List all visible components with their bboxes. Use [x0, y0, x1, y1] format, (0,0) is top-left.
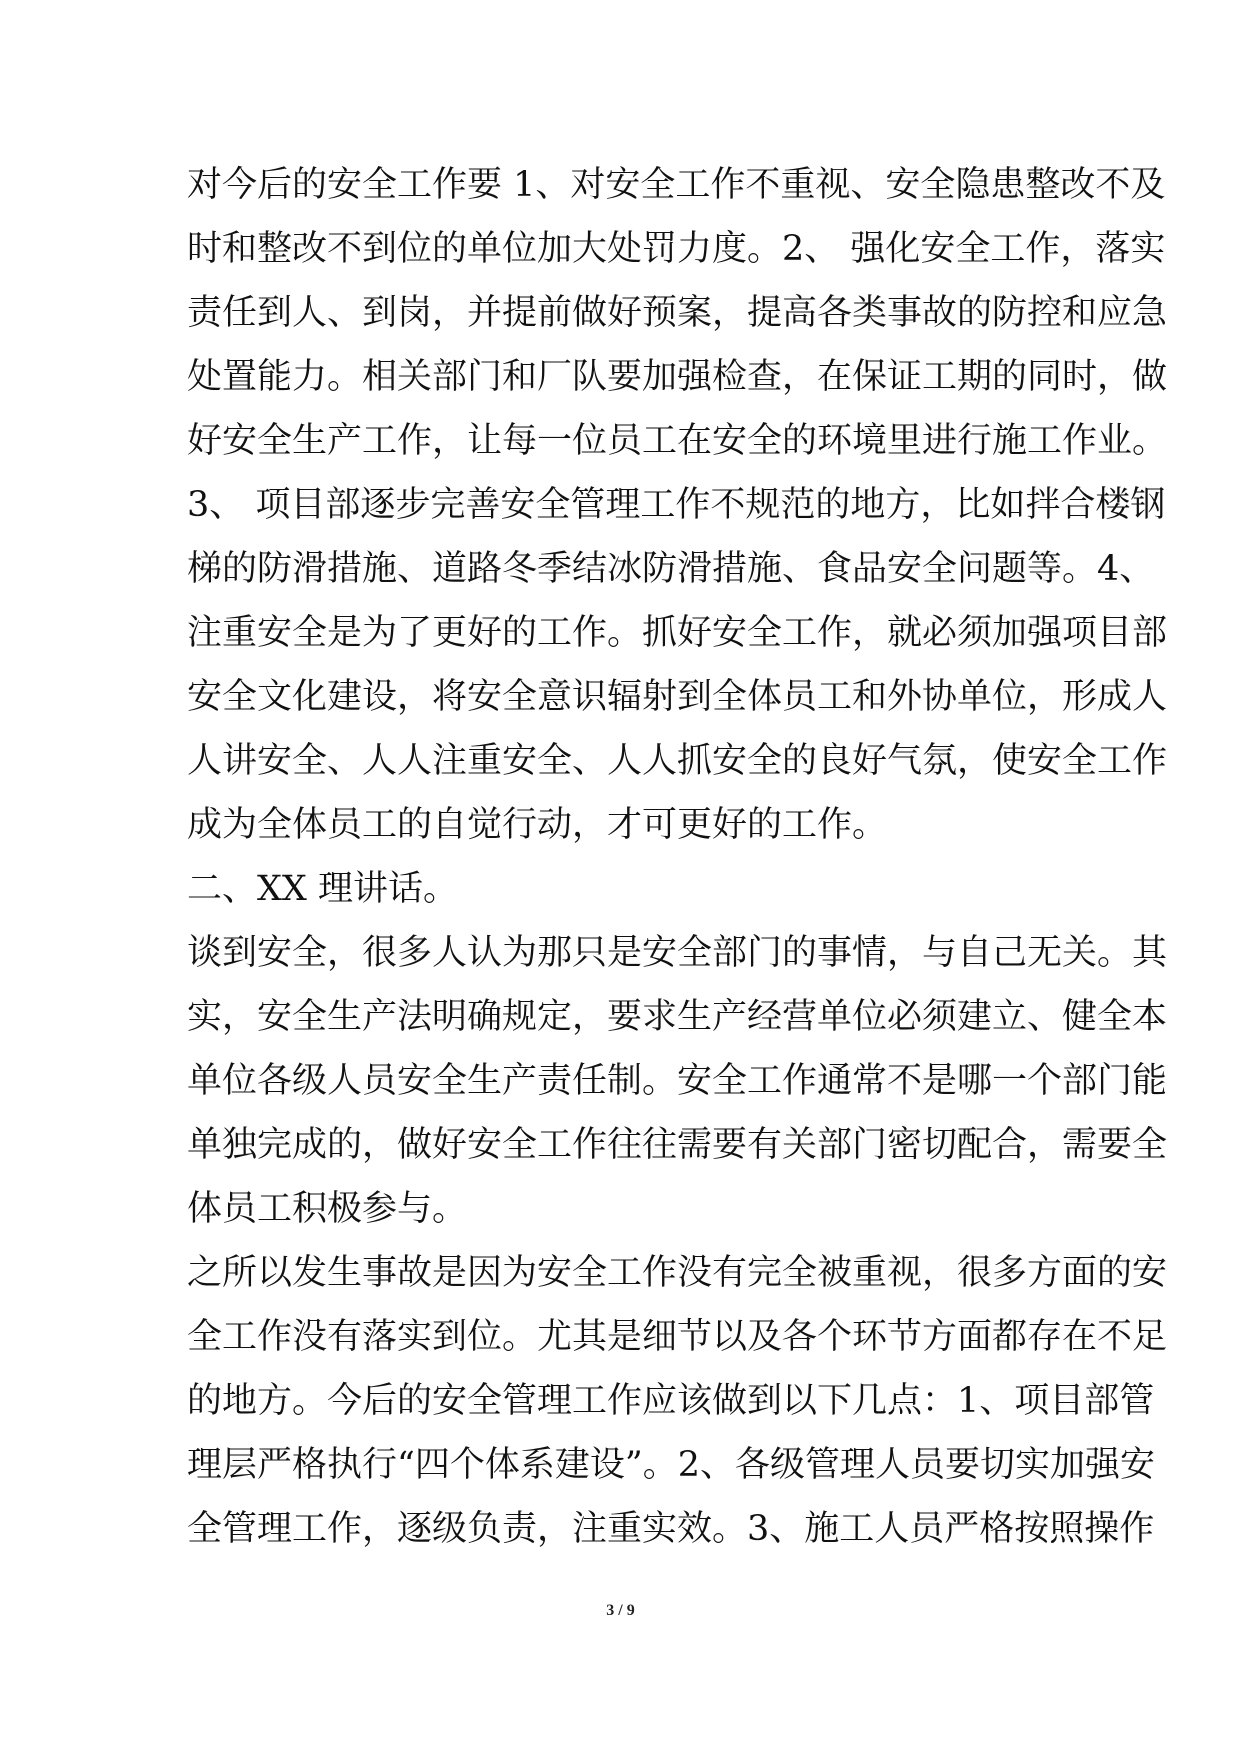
text-line: 单位各级人员安全生产责任制。安全工作通常不是哪一个部门能 [187, 1061, 1168, 1101]
section-heading: 二、XX 理讲话。 [187, 869, 458, 909]
text-line: 成为全体员工的自觉行动，才可更好的工作。 [187, 805, 888, 845]
text-line: 好安全生产工作，让每一位员工在安全的环境里进行施工作业。 [187, 421, 1168, 461]
text-line: 责任到人、到岗，并提前做好预案，提高各类事故的防控和应急 [187, 293, 1168, 333]
text-line: 之所以发生事故是因为安全工作没有完全被重视，很多方面的安 [187, 1253, 1168, 1293]
text-line: 谈到安全，很多人认为那只是安全部门的事情，与自己无关。其 [187, 933, 1168, 973]
text-line: 人讲安全、人人注重安全、人人抓安全的良好气氛，使安全工作 [187, 741, 1168, 781]
text-line: 全工作没有落实到位。尤其是细节以及各个环节方面都存在不足 [187, 1317, 1168, 1357]
text-line: 3、 项目部逐步完善安全管理工作不规范的地方，比如拌合楼钢 [187, 485, 1166, 525]
page-number: 3 / 9 [606, 1602, 635, 1619]
text-line: 全管理工作，逐级负责，注重实效。3、施工人员严格按照操作 [187, 1509, 1155, 1549]
text-line: 安全文化建设，将安全意识辐射到全体员工和外协单位，形成人 [187, 677, 1168, 717]
body-text [187, 153, 1168, 1561]
text-line: 梯的防滑措施、道路冬季结冰防滑措施、食品安全问题等。4、 [187, 549, 1155, 589]
text-line: 体员工积极参与。 [187, 1189, 468, 1229]
text-line: 实，安全生产法明确规定，要求生产经营单位必须建立、健全本 [187, 997, 1168, 1037]
text-line: 理层严格执行“四个体系建设”。2、各级管理人员要切实加强安 [187, 1445, 1156, 1485]
text-line: 单独完成的，做好安全工作往往需要有关部门密切配合，需要全 [187, 1125, 1168, 1165]
text-line: 注重安全是为了更好的工作。抓好安全工作，就必须加强项目部 [187, 613, 1168, 653]
text-line: 对今后的安全工作要 1、对安全工作不重视、安全隐患整改不及 [187, 165, 1166, 205]
text-line: 处置能力。相关部门和厂队要加强检查，在保证工期的同时，做 [187, 357, 1168, 397]
text-line: 的地方。今后的安全管理工作应该做到以下几点：1、项目部管 [187, 1381, 1155, 1421]
text-line: 时和整改不到位的单位加大处罚力度。2、 强化安全工作，落实 [187, 229, 1166, 269]
